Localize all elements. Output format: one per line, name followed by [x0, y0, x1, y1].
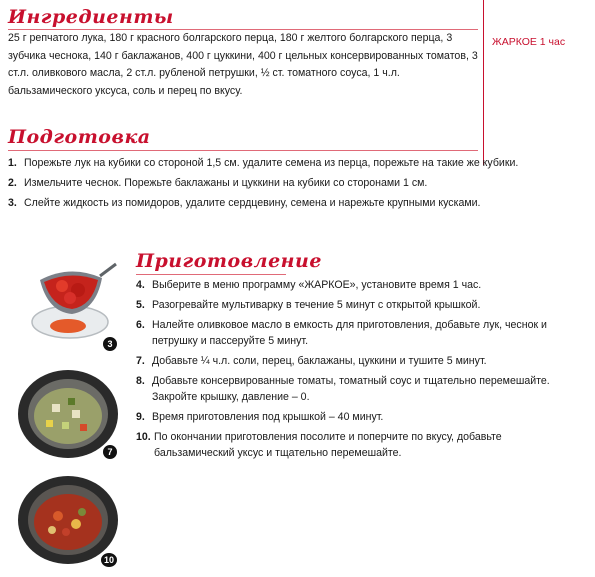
preparation-step: 2. Измельчите чеснок. Порежьте баклажаны и цуккини на кубики со сторонами 1 см. — [8, 177, 428, 189]
photo-badge: 7 — [102, 444, 118, 460]
category-divider — [483, 0, 484, 165]
cooking-rule — [136, 274, 286, 275]
photo-finished-stew — [10, 468, 118, 568]
photo-badge: 10 — [100, 552, 118, 568]
category-label: ЖАРКОЕ 1 час — [492, 36, 566, 48]
preparation-step: 3. Слейте жидкость из помидоров, удалите сердцевину, семена и нарежьте крупными кусками. — [8, 197, 481, 209]
preparation-rule — [8, 150, 478, 151]
preparation-heading: Подготовка — [8, 126, 151, 148]
cooking-heading: Приготовление — [136, 250, 322, 272]
photo-strainer-tomatoes — [10, 252, 118, 352]
cooking-step: 9. Время приготовления под крышкой – 40 минут. — [136, 411, 384, 423]
vegetables-pot-illustration — [10, 360, 118, 460]
ingredients-heading: Ингредиенты — [8, 6, 174, 28]
cooking-step: 4. Выберите в меню программу «ЖАРКОЕ», установите время 1 час. — [136, 279, 482, 291]
ingredients-text: 25 г репчатого лука, 180 г красного болгарского перца, 180 г желтого болгарского перца, 3 зубчика чеснока, 140 г баклажанов, 400 г цуккини, 400 г цельных консервированных томатов, 3 ст.л. оливкового масла, 2 ст.л. рубленой петрушки, ½ ст. томатного соуса, 1 ч.л. бальзамического уксуса, соль и перец по вкусу. — [8, 32, 478, 97]
cooking-step: 10. По окончании приготовления посолите и поперчите по вкусу, добавьте бальзамический уксус и тщательно перемешайте. — [136, 431, 502, 459]
cooking-step: 8. Добавьте консервированные томаты, томатный соус и тщательно перемешайте. Закройте крышку, давление – 0. — [136, 375, 550, 403]
strainer-tomatoes-illustration — [10, 252, 118, 352]
preparation-steps — [8, 155, 583, 211]
preparation-step: 1. Порежьте лук на кубики со стороной 1,5 см. удалите семена из перца, порежьте на такие же кубики. — [8, 157, 519, 169]
photo-badge: 3 — [102, 336, 118, 352]
cooking-step: 7. Добавьте ¼ ч.л. соли, перец, баклажаны, цуккини и тушите 5 минут. — [136, 355, 487, 367]
photo-vegetables-in-pot — [10, 360, 118, 460]
cooking-step: 5. Разогревайте мультиварку в течение 5 минут с открытой крышкой. — [136, 299, 481, 311]
finished-stew-illustration — [10, 468, 118, 568]
cooking-steps — [136, 277, 584, 461]
cooking-step: 6. Налейте оливковое масло в емкость для приготовления, добавьте лук, чеснок и петрушку и пассеруйте 5 минут. — [136, 319, 547, 347]
